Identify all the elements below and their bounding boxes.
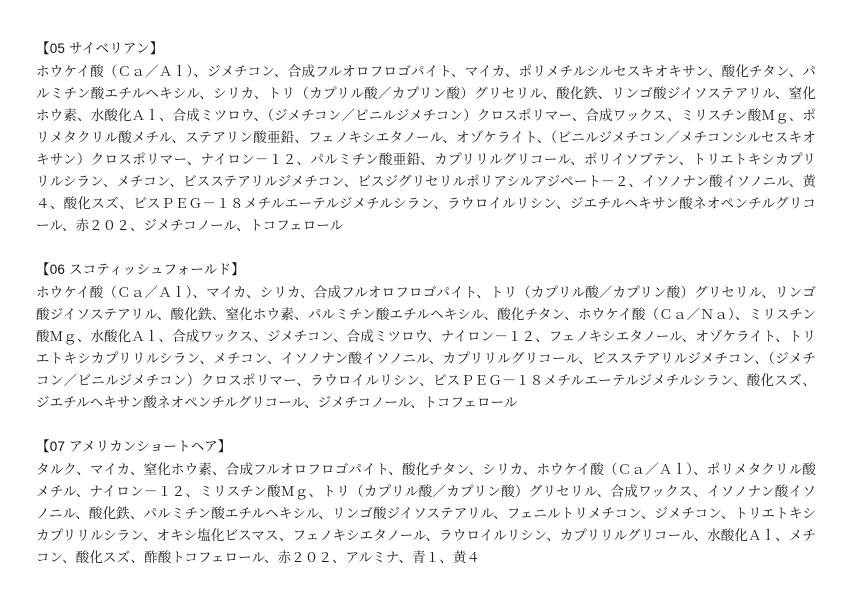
section-heading: 【07 アメリカンショートヘア】 xyxy=(36,438,232,454)
section-body: ホウケイ酸（Ｃａ／Ａｌ）、ジメチコン、合成フルオロフロゴパイト、マイカ、ポリメチルシルセスキオキサン、酸化チタン、パルミチン酸エチルヘキシル、シリカ、トリ（カプリル酸／カプリン酸）グリセリル、酸化鉄、リンゴ酸ジイソステアリル、窒化ホウ素、水酸化Ａｌ、合成ミツロウ、（ジメチコン／ビニルジメチコン）クロスポリマー、合成ワックス、ミリスチン酸Ｍｇ、ポリメタクリル酸メチル、ステアリン酸亜鉛、フェノキシエタノール、オゾケライト、（ビニルジメチコン／メチコンシルセスキオキサン）クロスポリマー、ナイロン－１２、パルミチン酸亜鉛、カプリリルグリコール、ポリイソブテン、トリエトキシカプリリルシラン、メチコン、ビスステアリルジメチコン、ビスジグリセリルポリアシルアジペート－２、イソノナン酸イソノニル、黄４、酸化スズ、ビスＰＥＧ－１８メチルエーテルジメチルシラン、ラウロイルリシン、ジエチルヘキサン酸ネオペンチルグリコール、赤２０２、ジメチコノール、トコフェロール xyxy=(36,63,816,233)
section-heading: 【05 サイベリアン】 xyxy=(36,41,164,56)
ingredient-section xyxy=(36,259,816,414)
section-heading: 【06 スコティッシュフォールド】 xyxy=(36,261,245,277)
section-body: タルク、マイカ、窒化ホウ素、合成フルオロフロゴパイト、酸化チタン、シリカ、ホウケイ酸（Ｃａ／Ａｌ）、ポリメタクリル酸メチル、ナイロン－１２、ミリスチン酸Ｍｇ、トリ（カプリル酸／カプリン酸）グリセリル、合成ワックス、イソノナン酸イソノニル、酸化鉄、パルミチン酸エチルヘキシル、リンゴ酸ジイソステアリル、フェニルトリメチコン、ジメチコン、トリエトキシカプリリルシラン、オキシ塩化ビスマス、フェノキシエタノール、ラウロイルリシン、カプリリルグリコール、水酸化Ａｌ、メチコン、酸化スズ、酢酸トコフェロール、赤２０２、アルミナ、青１、黄４ xyxy=(36,461,816,565)
section-body: ホウケイ酸（Ｃａ／Ａｌ）、マイカ、シリカ、合成フルオロフロゴパイト、トリ（カプリル酸／カプリン酸）グリセリル、リンゴ酸ジイソステアリル、酸化鉄、窒化ホウ素、パルミチン酸エチルヘキシル、酸化チタン、ホウケイ酸（Ｃａ／Ｎａ）、ミリスチン酸Ｍｇ、水酸化Ａｌ、合成ワックス、ジメチコン、合成ミツロウ、ナイロン－１２、フェノキシエタノール、オゾケライト、トリエトキシカプリリルシラン、メチコン、イソノナン酸イソノニル、カプリリルグリコール、ビスステアリルジメチコン、（ジメチコン／ビニルジメチコン）クロスポリマー、ラウロイルリシン、ビスＰＥＧ－１８メチルエーテルジメチルシラン、酸化スズ、ジエチルヘキサン酸ネオペンチルグリコール、ジメチコノール、トコフェロール xyxy=(36,284,816,410)
ingredient-section xyxy=(36,38,816,237)
ingredient-section xyxy=(36,436,816,569)
